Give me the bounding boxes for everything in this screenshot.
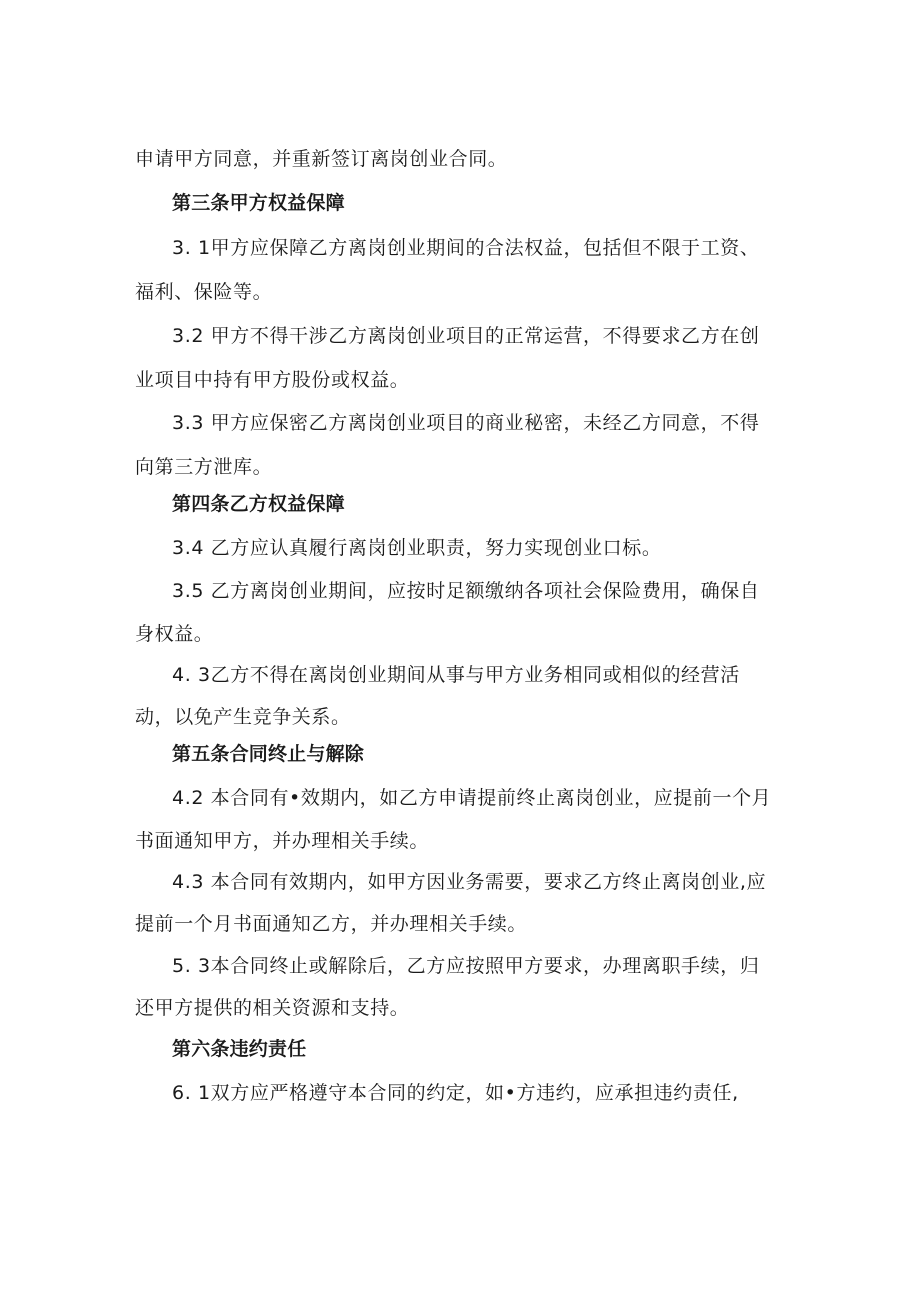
section-heading-article-5: 第五条合同终止与解除 bbox=[172, 743, 365, 765]
clause-4-3b-line-1: 4.3 本合同有效期内，如甲方因业务需要，要求乙方终止离岗创业,应 bbox=[172, 871, 767, 893]
clause-3-2-line-1: 3.2 甲方不得干涉乙方离岗创业项目的正常运营，不得要求乙方在创 bbox=[172, 325, 760, 347]
clause-3-5-line-1: 3.5 乙方离岗创业期间，应按时足额缴纳各项社会保险费用，确保自 bbox=[172, 580, 760, 602]
clause-4-2-line-2: 书面通知甲方，并办理相关手续。 bbox=[135, 830, 430, 852]
clause-3-2-line-2: 业项目中持有甲方股份或权益。 bbox=[135, 369, 410, 391]
body-line-continuation: 申请甲方同意，并重新签订离岗创业合同。 bbox=[135, 148, 508, 170]
clause-5-3-line-1: 5. 3本合同终止或解除后，乙方应按照甲方要求，办理离职手续，归 bbox=[172, 955, 760, 977]
clause-4-3-line-1: 4. 3乙方不得在离岗创业期间从事与甲方业务相同或相似的经营活 bbox=[172, 664, 740, 686]
clause-3-3-line-2: 向第三方泄库。 bbox=[135, 456, 273, 478]
clause-3-4-line-1: 3.4 乙方应认真履行离岗创业职责，努力实现创业口标。 bbox=[172, 537, 662, 559]
section-heading-article-6: 第六条违约责任 bbox=[172, 1038, 307, 1060]
clause-3-1-line-1: 3. 1甲方应保障乙方离岗创业期间的合法权益，包括但不限于工资、 bbox=[172, 237, 760, 259]
clause-4-3-line-2: 动，以免产生竞争关系。 bbox=[135, 706, 351, 728]
clause-4-2-line-1: 4.2 本合同有•效期内，如乙方申请提前终止离岗创业，应提前一个月 bbox=[172, 787, 772, 809]
section-heading-article-3: 第三条甲方权益保障 bbox=[172, 192, 345, 214]
clause-3-5-line-2: 身权益。 bbox=[135, 623, 214, 645]
clause-6-1-line-1: 6. 1双方应严格遵守本合同的约定，如•方违约，应承担违约责任, bbox=[172, 1082, 739, 1104]
clause-4-3b-line-2: 提前一个月书面通知乙方，并办理相关手续。 bbox=[135, 913, 528, 935]
clause-5-3-line-2: 还甲方提供的相关资源和支持。 bbox=[135, 997, 410, 1019]
clause-3-1-line-2: 福利、保险等。 bbox=[135, 281, 273, 303]
section-heading-article-4: 第四条乙方权益保障 bbox=[172, 493, 345, 515]
clause-3-3-line-1: 3.3 甲方应保密乙方离岗创业项目的商业秘密，未经乙方同意，不得 bbox=[172, 412, 760, 434]
